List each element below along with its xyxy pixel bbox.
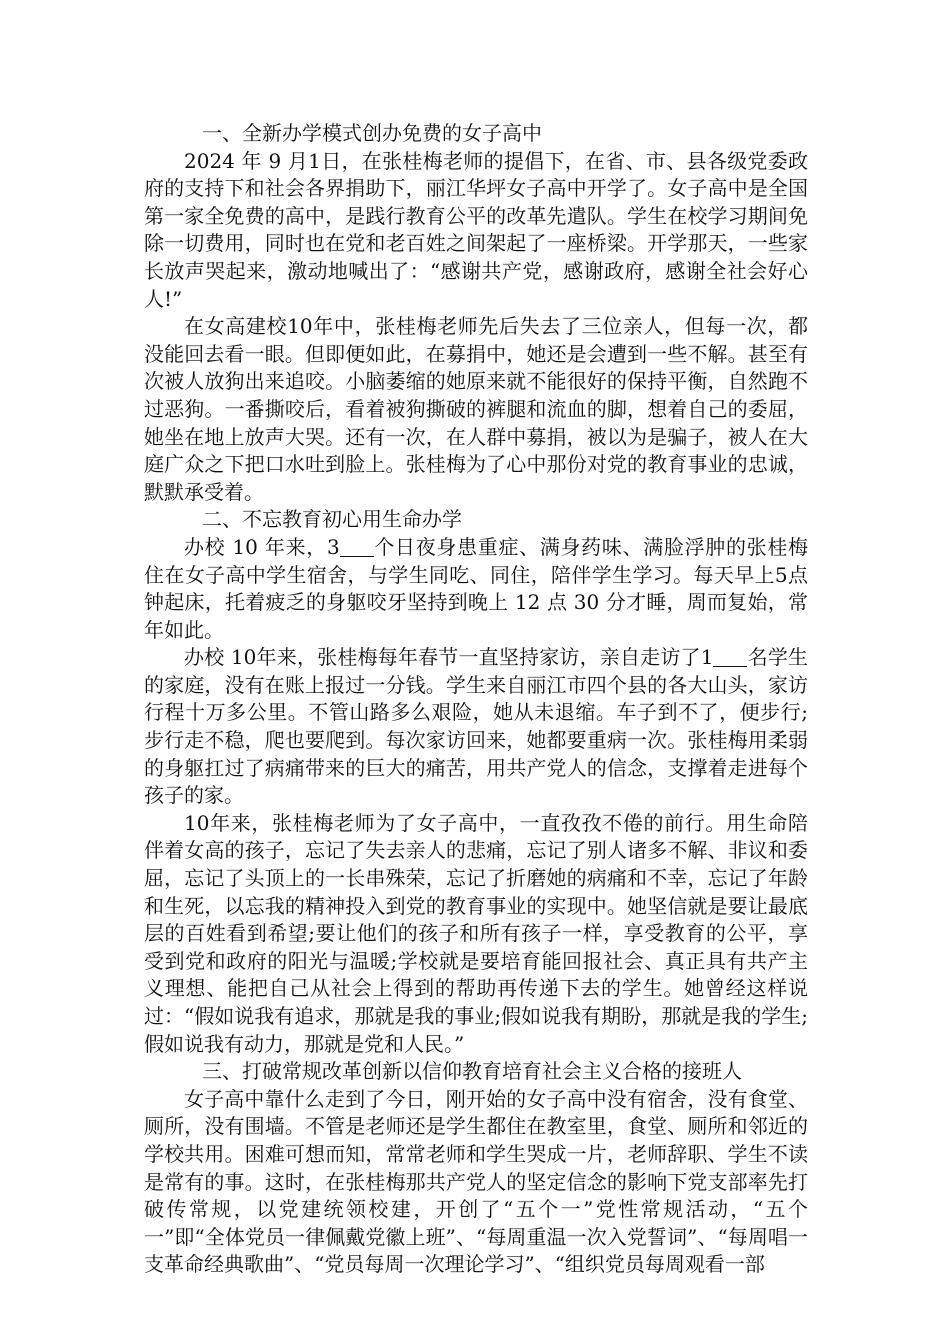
section-heading-3: 三、打破常规改革创新以信仰教育培育社会主义合格的接班人: [202, 1059, 742, 1084]
paragraph-text: 名学生的家庭，没有在账上报过一分钱。学生来自丽江市四个县的各大山头，家访行程十万多公里。不管山路多么艰险，她从未退缩。车子到不了，便步行;步行走不稳，爬也要爬到。每次家访回来，她都要重病一次。张桂梅用柔弱的身躯扛过了病痛带来的巨大的痛苦，用共产党人的信念，支撑着走进每个孩子的家。: [144, 645, 809, 808]
paragraph: 10年来，张桂梅老师为了女子高中，一直孜孜不倦的前行。用生命陪伴着女高的孩子，忘记了失去亲人的悲痛，忘记了别人诸多不解、非议和委屈，忘记了头顶上的一长串殊荣，忘记了折磨她的病痛和不幸，忘记了年龄和生死，以忘我的精神投入到党的教育事业的实现中。她坚信就是要让最底层的百姓看到希望;要让他们的孩子和所有孩子一样，享受教育的公平，享受到党和政府的阳光与温暖;学校就是要培育能回报社会、真正具有共产主义理想、能把自己从社会上得到的帮助再传递下去的学生。她曾经这样说过：“假如说我有追求，那就是我的事业;假如说我有期盼，那就是我的学生;假如说我有动力，那就是党和人民。”: [144, 810, 808, 1056]
paragraph: 女子高中靠什么走到了今日，刚开始的女子高中没有宿舍，没有食堂、厕所，没有围墙。不管是老师还是学生都住在教室里，食堂、厕所和邻近的学校共用。困难可想而知，常常老师和学生哭成一片，老师辞职、学生不读是常有的事。这时，在张桂梅那共产党人的坚定信念的影响下党支部率先打破传常规，以党建统领校建，开创了“五个一”党性常规活动，“五个一”即“全体党员一律佩戴党徽上班”、“每周重温一次入党誓词”、“每周唱一支革命经典歌曲”、“党员每周一次理论学习”、“组织党员每周观看一部: [144, 1086, 808, 1277]
paragraph: [144, 534, 808, 644]
blank-underline: [713, 646, 747, 667]
paragraph: [144, 644, 808, 810]
paragraph-text: 办校 10年来，张桂梅每年春节一直坚持家访，亲自走访了1: [184, 645, 714, 670]
paragraph-text: 办校 10 年来，3: [184, 534, 340, 559]
section-heading-2: 二、不忘教育初心用生命办学: [202, 507, 462, 532]
paragraph-text: 个日夜身患重症、满身药味、满脸浮肿的张桂梅住在女子高中学生宿舍，与学生同吃、同住，陪伴学生学习。每天早上5点钟起床，托着疲乏的身躯咬牙坚持到晚上 12 点 30 分才睡，周而复始，常年如此。: [144, 534, 809, 642]
paragraph: 2024 年 9 月1日，在张桂梅老师的提倡下，在省、市、县各级党委政府的支持下和社会各界捐助下，丽江华坪女子高中开学了。女子高中是全国第一家全免费的高中，是践行教育公平的改革先遣队。学生在校学习期间免除一切费用，同时也在党和老百姓之间架起了一座桥梁。开学那天，一些家长放声哭起来，激动地喊出了：“感谢共产党，感谢政府，感谢全社会好心人!”: [144, 148, 808, 311]
section-heading-1: 一、全新办学模式创办免费的女子高中: [202, 121, 542, 145]
blank-underline: [340, 536, 374, 557]
document-page: [144, 120, 808, 1279]
paragraph: 在女高建校10年中，张桂梅老师先后失去了三位亲人，但每一次，都没能回去看一眼。但即便如此，在募捐中，她还是会遭到一些不解。甚至有次被人放狗出来追咬。小脑萎缩的她原来就不能很好的保持平衡，自然跑不过恶狗。一番撕咬后，看着被狗撕破的裤腿和流血的脚，想着自己的委屈，她坐在地上放声大哭。还有一次，在人群中募捐，被以为是骗子，被人在大庭广众之下把口水吐到脸上。张桂梅为了心中那份对党的教育事业的忠诚，默默承受着。: [144, 314, 808, 504]
